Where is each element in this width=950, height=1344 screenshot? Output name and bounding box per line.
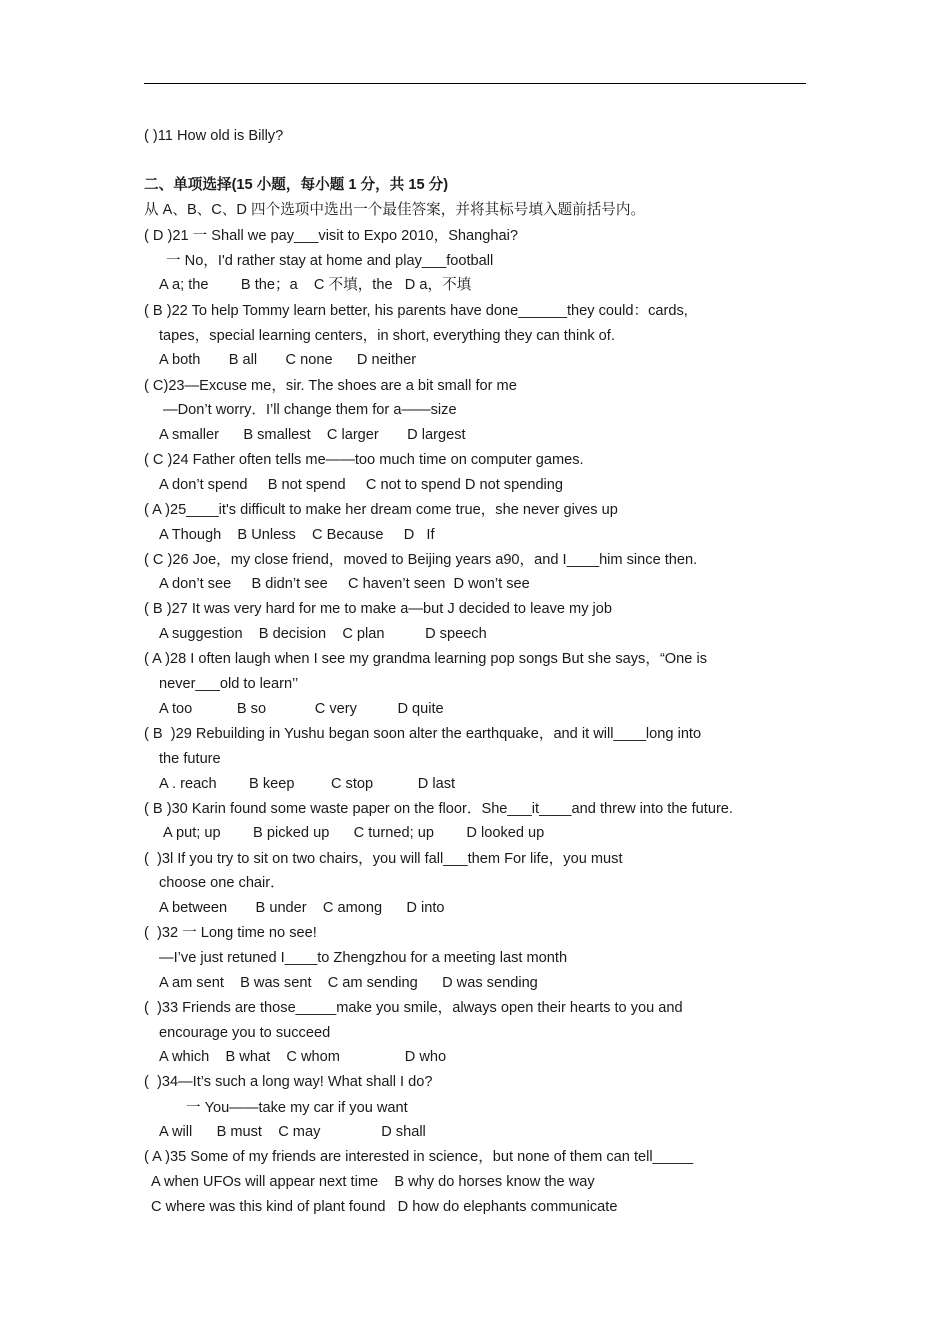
option-line: A don’t spend B not spend C not to spend D not spending	[159, 477, 564, 493]
option-line: A . reach B keep C stop D last	[159, 776, 456, 792]
option-line: C where was this kind of plant found D how do elephants communicate	[151, 1199, 618, 1215]
question-line: tapes，special learning centers，in short, everything they can think of.	[159, 328, 615, 344]
option-line: A suggestion B decision C plan D speech	[159, 626, 487, 642]
question-line: —I’ve just retuned I____to Zhengzhou for a meeting last month	[159, 950, 568, 966]
question-line: ( C)23—Excuse me，sir. The shoes are a bit small for me	[144, 378, 517, 394]
question-line: never___old to learn’’	[159, 676, 299, 692]
question-line: ( B )30 Karin found some waste paper on the floor．She___it____and threw into the future.	[144, 801, 733, 817]
option-line: A too B so C very D quite	[159, 701, 444, 717]
question-line: ( )34—It’s such a long way! What shall I do?	[144, 1074, 433, 1090]
question-line: ( B )29 Rebuilding in Yushu began soon alter the earthquake，and it will____long into	[144, 726, 702, 742]
option-line: A will B must C may D shall	[159, 1124, 426, 1140]
option-line: A a; the B the；a C 不填，the D a，不填	[159, 277, 472, 293]
option-line: A am sent B was sent C am sending D was sending	[159, 975, 538, 991]
question-line: ( D )21 一 Shall we pay___visit to Expo 2010，Shanghai?	[144, 228, 518, 244]
question-line: 一 No，I'd rather stay at home and play___football	[166, 253, 494, 269]
option-line: A put; up B picked up C turned; up D looked up	[163, 825, 545, 841]
question-line: ( )33 Friends are those_____make you smile，always open their hearts to you and	[144, 1000, 683, 1016]
option-line: A don’t see B didn’t see C haven’t seen D won’t see	[159, 576, 530, 592]
question-line: —Don’t worry．I’ll change them for a——size	[163, 402, 457, 418]
option-line: A both B all C none D neither	[159, 352, 417, 368]
question-line: ( B )27 It was very hard for me to make a—but J decided to leave my job	[144, 601, 613, 617]
header-rule	[144, 83, 806, 84]
question-line: encourage you to succeed	[159, 1025, 331, 1041]
question-line: ( A )25____it's difficult to make her dream come true，she never gives up	[144, 502, 618, 518]
question-line: ( )3l If you try to sit on two chairs，you will fall___them For life，you must	[144, 851, 623, 867]
option-line: A Though B Unless C Because D If	[159, 527, 435, 543]
question-11: ( )11 How old is Billy?	[144, 128, 284, 144]
question-line: 一 You——take my car if you want	[186, 1100, 408, 1116]
question-line: the future	[159, 751, 221, 767]
section-instruction: 从 A、B、C、D 四个选项中选出一个最佳答案，并将其标号填入题前括号内。	[144, 202, 646, 218]
section-heading: 二、单项选择(15 小题，每小题 1 分，共 15 分)	[144, 177, 449, 193]
question-line: ( C )26 Joe，my close friend，moved to Beijing years a90，and I____him since then.	[144, 552, 698, 568]
question-line: ( C )24 Father often tells me——too much time on computer games.	[144, 452, 584, 468]
question-line: ( A )28 I often laugh when I see my grandma learning pop songs But she says，“One is	[144, 651, 707, 667]
question-line: ( A )35 Some of my friends are interested in science，but none of them can tell_____	[144, 1149, 694, 1165]
option-line: A when UFOs will appear next time B why do horses know the way	[151, 1174, 595, 1190]
question-line: ( )32 一 Long time no see!	[144, 925, 317, 941]
question-line: choose one chair．	[159, 875, 285, 891]
option-line: A smaller B smallest C larger D largest	[159, 427, 466, 443]
question-line: ( B )22 To help Tommy learn better, his parents have done______they could：cards,	[144, 303, 688, 319]
option-line: A which B what C whom D who	[159, 1049, 447, 1065]
option-line: A between B under C among D into	[159, 900, 445, 916]
